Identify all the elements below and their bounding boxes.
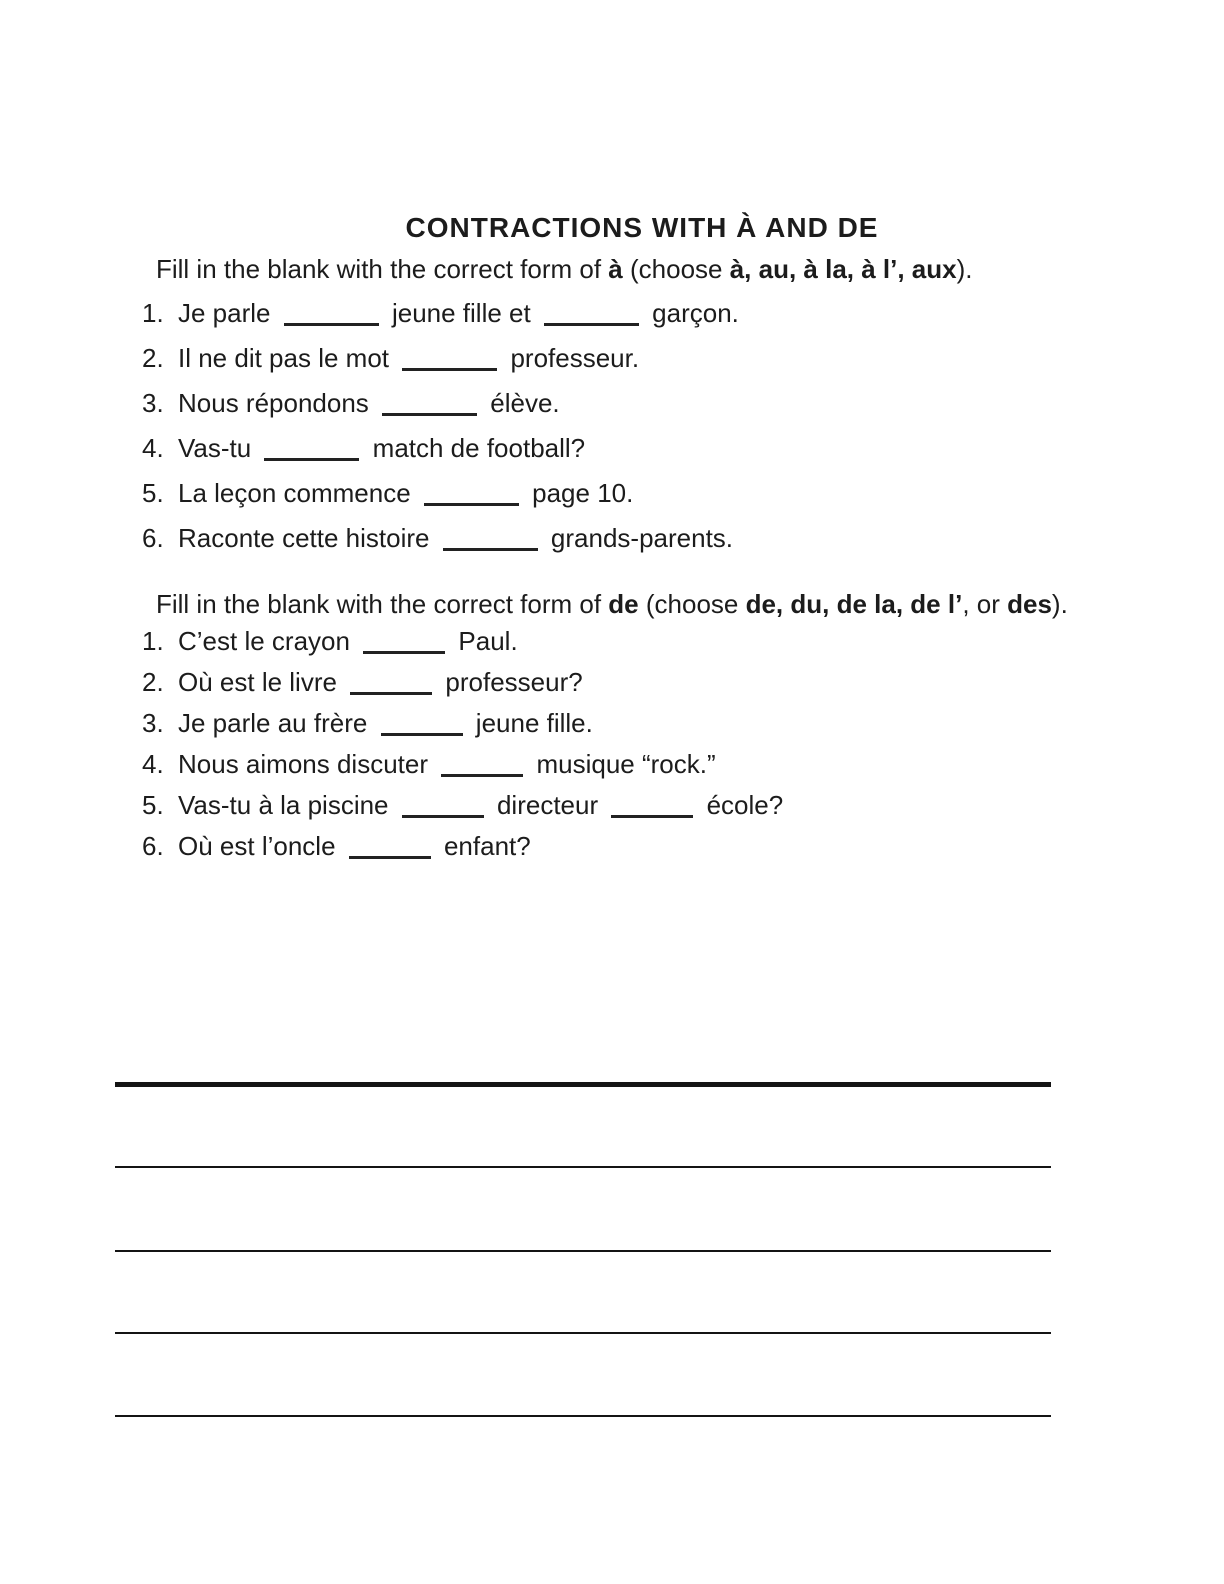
instruction-choice: de, du, de la, de l’ [745,589,963,619]
item-segment: Nous aimons discuter [178,749,436,779]
blank-line [544,321,639,326]
item-segment: C’est le crayon [178,626,358,656]
exercise-item [142,626,1102,667]
instruction-segment: , or [962,589,1008,619]
item-number: 3. [142,388,164,418]
item-segment: Vas-tu à la piscine [178,790,396,820]
instruction-choice: de [608,589,639,619]
exercise-item [142,388,1102,433]
writing-line [115,1250,1051,1252]
item-text [178,478,633,508]
exercise-item [142,667,1102,708]
item-number: 6. [142,831,164,861]
instruction-segment: ). [1051,589,1068,619]
instruction-segment: (choose [622,254,730,284]
item-segment: école? [699,790,784,820]
page-title: CONTRACTIONS WITH À AND DE [405,212,879,243]
item-text [178,433,585,463]
instruction-segment: Fill in the blank with the correct form of [156,254,609,284]
item-text [178,298,739,328]
item-segment: élève. [483,388,560,418]
item-segment: Paul. [451,626,518,656]
item-segment: professeur? [438,667,583,697]
item-number: 6. [142,523,164,553]
item-text [178,388,560,418]
item-segment: musique “rock.” [529,749,716,779]
instruction-choice: des [1007,589,1052,619]
item-text [178,831,531,861]
item-text [178,523,733,553]
item-segment: enfant? [436,831,531,861]
exercise-item [142,523,1102,568]
item-segment: Nous répondons [178,388,377,418]
blank-line [402,813,484,818]
item-text [178,708,593,738]
item-number: 2. [142,343,164,373]
item-number: 1. [142,298,164,328]
item-text [178,749,716,779]
item-segment: jeune fille et [384,298,538,328]
item-number: 4. [142,749,164,779]
exercise-item [142,343,1102,388]
item-segment: Raconte cette histoire [178,523,437,553]
blank-line [381,731,463,736]
exercise-item [142,708,1102,749]
blank-line [350,690,432,695]
item-segment: Vas-tu [178,433,259,463]
instruction-segment: (choose [638,589,746,619]
exercise-item [142,298,1102,343]
blank-line [611,813,693,818]
instruction-choice: à, au, à la, à l’, aux [729,254,957,284]
item-segment: garçon. [644,298,739,328]
blank-line [443,546,538,551]
blank-line [441,772,523,777]
item-number: 2. [142,667,164,697]
item-segment: grands-parents. [543,523,734,553]
item-segment: jeune fille. [468,708,593,738]
item-number: 5. [142,790,164,820]
exercise-item [142,433,1102,478]
instruction-text [156,588,1102,620]
instruction-segment: ). [956,254,973,284]
item-segment: Il ne dit pas le mot [178,343,397,373]
item-text [178,343,639,373]
item-segment: Où est le livre [178,667,345,697]
writing-line [115,1082,1051,1087]
section-contractions-with-de [142,588,1102,872]
exercise-item [142,790,1102,831]
instruction-choice: à [608,254,623,284]
item-segment: match de football? [365,433,586,463]
blank-line [264,456,359,461]
item-number: 5. [142,478,164,508]
exercise-item [142,831,1102,872]
blank-line [363,649,445,654]
writing-line [115,1415,1051,1417]
item-segment: directeur [489,790,606,820]
item-number: 4. [142,433,164,463]
item-segment: Je parle au frère [178,708,375,738]
writing-line [115,1166,1051,1168]
item-number: 3. [142,708,164,738]
blank-line [382,411,477,416]
item-segment: Où est l’oncle [178,831,343,861]
blank-line [284,321,379,326]
exercise-item [142,478,1102,523]
item-segment: La leçon commence [178,478,418,508]
instruction-segment: Fill in the blank with the correct form of [156,589,609,619]
item-text [178,626,518,656]
item-segment: page 10. [524,478,634,508]
blank-line [349,854,431,859]
blank-line [402,366,497,371]
instruction-text [156,253,1102,285]
item-text [178,790,783,820]
item-text [178,667,583,697]
writing-line [115,1332,1051,1334]
item-number: 1. [142,626,164,656]
exercise-item [142,749,1102,790]
item-segment: professeur. [503,343,640,373]
blank-line [424,501,519,506]
item-segment: Je parle [178,298,278,328]
section-contractions-with-a [142,253,1102,568]
